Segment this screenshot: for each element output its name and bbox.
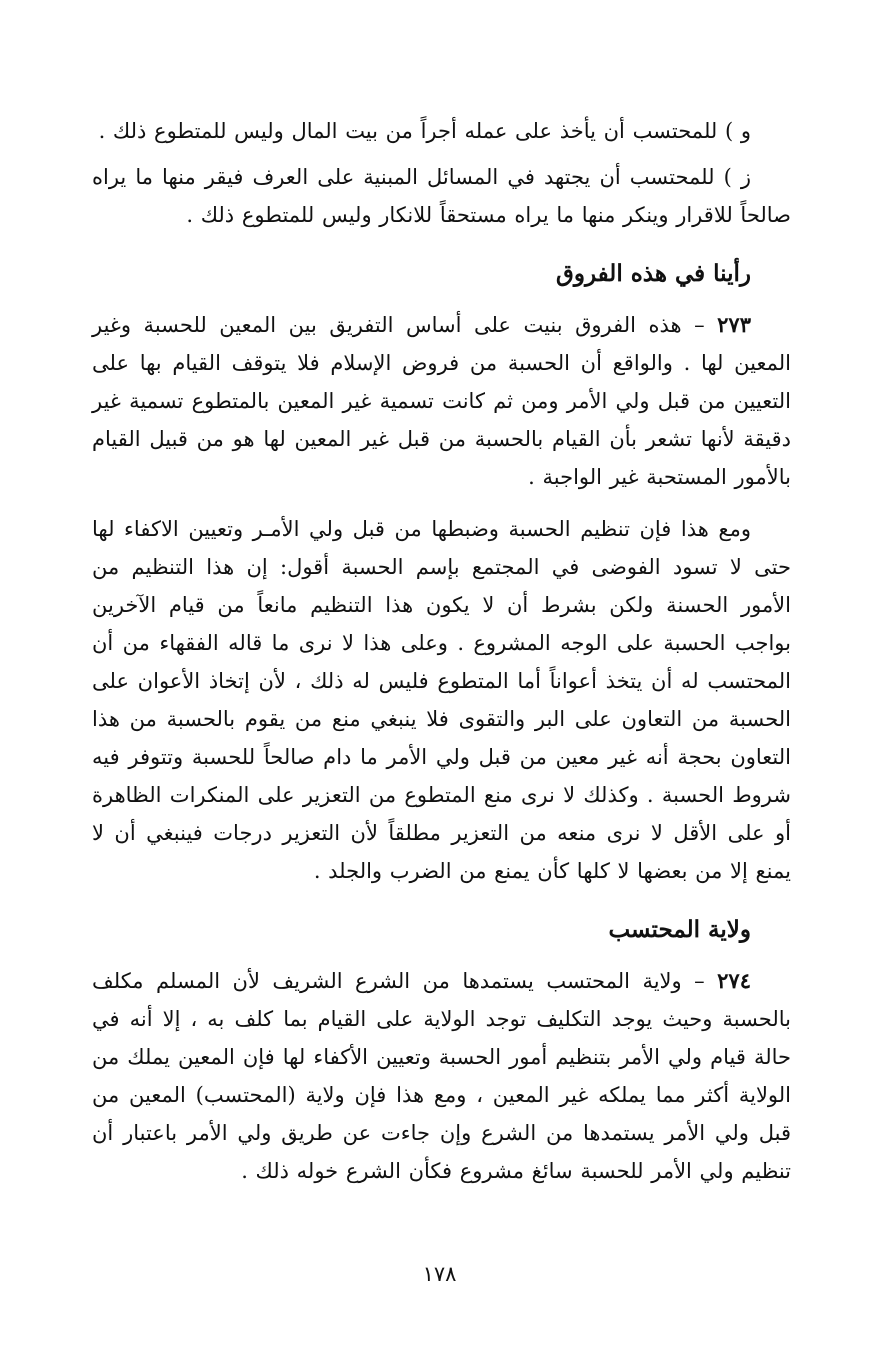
paragraph-text-273: هذه الفروق بنيت على أساس التفريق بين المعين للحسبة وغير المعين لها . والواقع أن الحسبة من فروض الإسلام فلا يتوقف القيام بها على التعيين من قبل ولي الأمر ومن ثم كانت تسمية غير المعين بالمتطوع تسمية غير دقيقة لأنها تشعر بأن القيام بالحسبة من قبل غير المعين لها هو من قبيل القيام بالأمور المستحبة غير الواجبة . (92, 313, 791, 489)
section-heading-opinion: رأينا في هذه الفروق (556, 260, 751, 287)
paragraph-text-274: ولاية المحتسب يستمدها من الشرع الشريف لأن المسلم مكلف بالحسبة وحيث يوجد التكليف توجد الولاية على القيام بما كلف به ، إلا أنه في حالة قيام ولي الأمر بتنظيم أمور الحسبة وتعيين الأكفاء لها فإن المعين يملك من الولاية أكثر مما يملكه غير المعين ، ومع هذا فإن ولاية (المحتسب) المعين من قبل ولي الأمر يستمدها من الشرع وإن جاءت عن طريق ولي الأمر باعتبار أن تنظيم ولي الأمر للحسبة سائغ مشروع فكأن الشرع خوله ذلك . (92, 969, 791, 1183)
paragraph-number-273: ٢٧٣ (717, 312, 751, 337)
section-heading-authority: ولاية المحتسب (608, 916, 751, 943)
paragraph-item-z: ز ) للمحتسب أن يجتهد في المسائل المبنية على العرف فيقر منها ما يراه صالحاً للاقرار وينكر منها ما يراه مستحقاً للانكار وليس للمتطوع ذلك . (92, 165, 791, 227)
paragraph-organization: ومع هذا فإن تنظيم الحسبة وضبطها من قبل ولي الأمـر وتعيين الاكفاء لها حتى لا تسود الفوضى في المجتمع بإسم الحسبة أقول: إن هذا التنظيم من الأمور الحسنة ولكن بشرط أن لا يكون هذا التنظيم مانعاً من قيام الآخرين بواجب الحسبة على الوجه المشروع . وعلى هذا لا نرى ما قاله الفقهاء من أن المحتسب له أن يتخذ أعواناً أما المتطوع فليس له ذلك ، لأن إتخاذ الأعوان على الحسبة من التعاون على البر والتقوى فلا ينبغي منع من يقوم بالحسبة من هذا التعاون بحجة أنه غير معين من قبل ولي الأمر ما دام صالحاً للحسبة وتتوفر فيه شروط الحسبة . وكذلك لا نرى منع المتطوع من التعزير على المنكرات الظاهرة أو على الأقل لا نرى منعه من التعزير مطلقاً لأن التعزير درجات فينبغي أن لا يمنع إلا من بعضها لا كلها كأن يمنع من الضرب والجلد . (92, 517, 791, 883)
page-number: ١٧٨ (422, 1262, 457, 1286)
paragraph-dash-273: – (681, 313, 718, 337)
paragraph-item-w: و ) للمحتسب أن يأخذ على عمله أجراً من بيت المال وليس للمتطوع ذلك . (98, 119, 751, 143)
paragraph-273 (92, 306, 791, 496)
paragraph-274 (92, 962, 791, 1190)
paragraph-dash-274: – (681, 969, 718, 993)
paragraph-number-274: ٢٧٤ (717, 968, 751, 993)
